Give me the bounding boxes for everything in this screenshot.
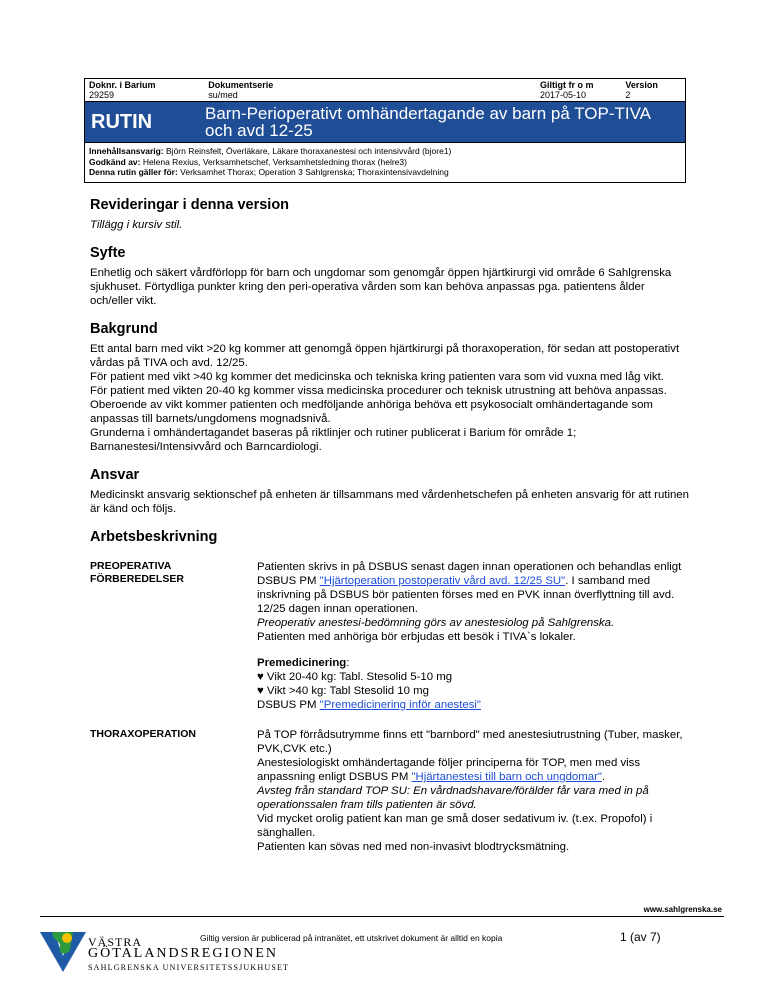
- revisions-text: Tillägg i kursiv stil.: [90, 219, 183, 231]
- preop-row: [90, 560, 690, 712]
- background-line: För patient med vikt >40 kg kommer det medicinska och tekniska kring patienten vara som vid vuxna med låg vikt.: [90, 371, 664, 383]
- logo-text-line2: GÖTALANDSREGIONEN: [88, 946, 278, 961]
- premed-item: ♥ Vikt 20-40 kg: Tabl. Stesolid 5-10 mg: [257, 671, 453, 683]
- premed-pm: DSBUS PM: [257, 699, 320, 711]
- version-value: 2: [625, 90, 631, 100]
- docnr-value: 29259: [89, 90, 115, 100]
- section-background: [90, 321, 690, 454]
- approved-value: Helena Rexius, Verksamhetschef, Verksamhetsledning thorax (helre3): [142, 156, 407, 167]
- thorax-text-3: Vid mycket orolig patient kan man ge små doser sedativum iv. (t.ex. Propofol) i sänghallen.: [257, 813, 653, 839]
- preop-italic: Preoperativ anestesi-bedömning görs av anestesiolog på Sahlgrenska.: [257, 617, 615, 629]
- background-line: Grunderna i omhändertagandet baseras på riktlinjer och rutiner publicerat i Barium för område 1; Barnanestesi/Intensivvård och Barncardiologi.: [90, 427, 577, 453]
- thorax-text-4: Patienten kan sövas ned med non-invasivt blodtrycksmätning.: [257, 841, 570, 853]
- document-type: RUTIN: [91, 111, 153, 133]
- preop-text-1: Patienten skrivs in på DSBUS senast dagen innan operationen och behandlas enligt DSBUS PM: [257, 561, 682, 587]
- premed-item: ♥ Vikt >40 kg: Tabl Stesolid 10 mg: [257, 685, 429, 697]
- thorax-text-2-end: .: [601, 771, 606, 783]
- preop-label-line1: PREOPERATIVA: [90, 560, 172, 572]
- page-number: 1 (av 7): [620, 930, 661, 944]
- approved-label: Godkänd av:: [89, 156, 141, 167]
- premedication-block: [257, 656, 690, 712]
- link-premedication[interactable]: "Premedicinering inför anestesi": [319, 699, 481, 711]
- section-purpose: [90, 245, 690, 308]
- applies-value: Verksamhet Thorax; Operation 3 Sahlgrenska; Thoraxintensivavdelning: [180, 167, 449, 177]
- series-label: Dokumentserie: [208, 80, 274, 90]
- header-responsibility: [85, 143, 685, 182]
- title-band: [85, 101, 685, 143]
- thorax-row: [90, 728, 690, 854]
- responsible-label: Innehållsansvarig:: [89, 146, 164, 156]
- responsible-value: Björn Reinsfelt, Överläkare, Läkare thoraxanestesi och intensivvård (bjore1): [166, 146, 452, 156]
- document-body: [90, 197, 690, 867]
- valid-from-value: 2017-05-10: [539, 90, 586, 100]
- preop-label-line2: FÖRBEREDELSER: [90, 573, 184, 585]
- purpose-heading: Syfte: [90, 245, 126, 261]
- header-meta-row: [85, 79, 685, 101]
- section-work: [90, 529, 690, 854]
- vgr-logo-icon: [40, 926, 86, 974]
- background-heading: Bakgrund: [90, 321, 158, 337]
- background-line: Ett antal barn med vikt >20 kg kommer att genomgå öppen hjärtkirurgi på thoraxoperation, för sedan att postoperativt vårdas på TIVA och avd. 12/25.: [90, 343, 680, 369]
- link-postop-care[interactable]: "Hjärtoperation postoperativ vård avd. 12/25 SU": [319, 575, 566, 587]
- series-value: su/med: [208, 90, 238, 100]
- preop-text-3: Patienten med anhöriga bör erbjudas ett besök i TIVA`s lokaler.: [257, 631, 576, 643]
- work-heading: Arbetsbeskrivning: [90, 529, 218, 545]
- background-line: Oberoende av vikt kommer patienten och medföljande anhöriga behöva ett psykosocialt omhändertagande som anpassas till barnets/ungdomens mognadsnivå.: [90, 399, 653, 425]
- purpose-text: Enhetlig och säkert vårdförlopp för barn och ungdomar som genomgår öppen hjärtkirurgi vid område 6 Sahlgrenska sjukhuset. Förtydliga punkter kring den peri-operativa vården som kan behöva anpassas pga. patientens ålder och/eller vikt.: [90, 267, 672, 307]
- preop-label: [90, 560, 257, 712]
- docnr-label: Doknr. i Barium: [89, 80, 156, 90]
- revisions-heading: Revideringar i denna version: [90, 197, 290, 213]
- footer-note: Giltig version är publicerad på intranätet, ett utskrivet dokument är alltid en kopia: [200, 933, 503, 943]
- thorax-italic: Avsteg från standard TOP SU: En vårdnadshavare/förälder får vara med in på operationssalen fram tills patienten är sövd.: [257, 785, 649, 811]
- valid-from-label: Giltigt fr o m: [539, 80, 594, 90]
- thorax-text: [257, 728, 690, 854]
- footer-divider: [40, 916, 724, 917]
- background-line: För patient med vikten 20-40 kg kommer vissa medicinska procedurer och teknisk utrustning att behöva anpassas.: [90, 385, 667, 397]
- premed-label: Premedicinering: [257, 657, 347, 669]
- section-responsibility: [90, 467, 690, 516]
- responsibility-text: Medicinskt ansvarig sektionschef på enheten är tillsammans med vårdenhetschefen på enheten ansvarig för att rutinen är känd och följs.: [90, 489, 689, 515]
- thorax-text-2: Anestesiologiskt omhändertagande följer principerna för TOP, men med viss anpassning enligt DSBUS PM: [257, 757, 641, 783]
- thorax-text-1: På TOP förrådsutrymme finns ett "barnbord" med anestesiutrustning (Tuber, masker, PVK,CVK etc.): [257, 729, 683, 755]
- document-title: Barn-Perioperativt omhändertagande av barn på TOP-TIVA och avd 12-25: [205, 104, 651, 140]
- thorax-label: THORAXOPERATION: [90, 728, 196, 740]
- preop-text-2: . I samband med inskrivning på DSBUS bör patienten förses med en PVK innan överflyttning till avd. 12/25 dagen innan operationen.: [257, 575, 675, 615]
- footer-url: www.sahlgrenska.se: [643, 905, 722, 914]
- logo-text-line3: SAHLGRENSKA UNIVERSITETSSJUKHUSET: [88, 963, 290, 972]
- responsibility-heading: Ansvar: [90, 467, 140, 483]
- version-label: Version: [625, 80, 658, 90]
- preop-text: [257, 560, 690, 712]
- section-revisions: [90, 197, 690, 232]
- premed-colon: :: [346, 657, 350, 669]
- document-header: [84, 78, 686, 183]
- logo-text-line1: VÄSTRA: [88, 935, 143, 949]
- applies-label: Denna rutin gäller för:: [89, 167, 178, 177]
- link-heart-anesthesia[interactable]: "Hjärtanestesi till barn och ungdomar": [411, 771, 602, 783]
